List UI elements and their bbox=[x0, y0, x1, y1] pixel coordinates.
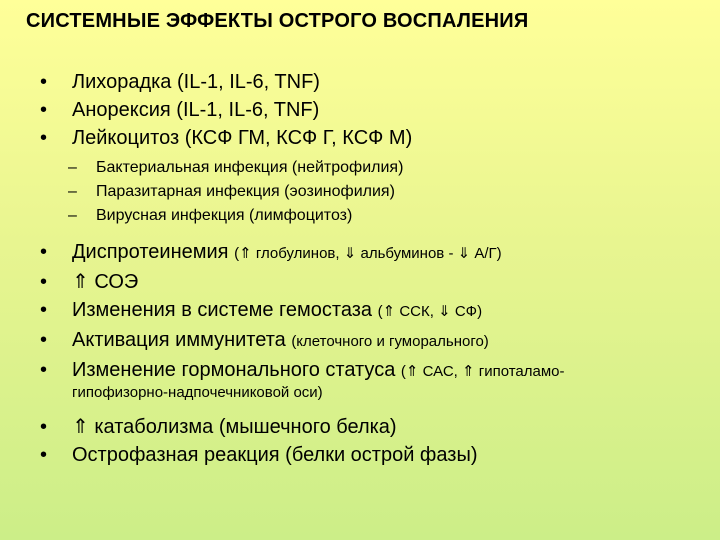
note-text: гипоталамо- bbox=[478, 363, 565, 380]
dash-icon: – bbox=[68, 159, 77, 176]
list-item-acute-phase bbox=[40, 441, 710, 469]
list-item-immunity bbox=[40, 326, 710, 356]
down-arrow-icon: ⇓ bbox=[457, 245, 471, 262]
bullet-icon: • bbox=[40, 416, 48, 438]
list-item-catabolism bbox=[40, 413, 710, 441]
up-arrow-icon: ⇑ bbox=[239, 245, 252, 262]
list-item-esr bbox=[40, 268, 710, 296]
list-item-fever bbox=[40, 68, 710, 96]
up-arrow-icon: ⇑ bbox=[405, 363, 419, 380]
list-item-leukocytosis bbox=[40, 124, 710, 152]
item-text: Диспротеинемия bbox=[72, 241, 229, 263]
item-note bbox=[378, 303, 482, 320]
page-title: СИСТЕМНЫЕ ЭФФЕКТЫ ОСТРОГО ВОСПАЛЕНИЯ bbox=[26, 10, 529, 32]
sub-text: Паразитарная инфекция (эозинофилия) bbox=[96, 183, 395, 200]
note-text: альбуминов - bbox=[360, 245, 454, 262]
down-arrow-icon: ⇓ bbox=[438, 303, 451, 320]
item-text: Изменения в системе гемостаза bbox=[72, 299, 373, 321]
effects-list bbox=[40, 68, 710, 469]
list-item-dysproteinemia bbox=[40, 238, 710, 268]
item-text: катаболизма (мышечного белка) bbox=[94, 416, 397, 438]
item-text: СОЭ bbox=[94, 271, 139, 293]
item-note bbox=[234, 245, 502, 262]
down-arrow-icon: ⇓ bbox=[343, 245, 357, 262]
sublist-item bbox=[40, 204, 710, 228]
up-arrow-icon: ⇑ bbox=[382, 303, 396, 320]
bullet-icon: • bbox=[40, 99, 48, 121]
note-text: САС, bbox=[422, 363, 458, 380]
item-text: Анорексия (IL-1, IL-6, TNF) bbox=[72, 99, 320, 121]
bullet-icon: • bbox=[40, 127, 48, 149]
up-arrow-icon: ⇑ bbox=[72, 271, 89, 293]
up-arrow-icon: ⇑ bbox=[462, 363, 475, 380]
note-text: глобулинов, bbox=[255, 245, 340, 262]
item-text: Лихорадка (IL-1, IL-6, TNF) bbox=[72, 71, 320, 93]
list-item-hemostasis bbox=[40, 296, 710, 326]
item-text: Лейкоцитоз (КСФ ГМ, КСФ Г, КСФ М) bbox=[72, 127, 413, 149]
bullet-icon: • bbox=[40, 299, 48, 321]
bullet-icon: • bbox=[40, 271, 48, 293]
paren: ( bbox=[377, 303, 383, 320]
note-text: ССК, bbox=[399, 303, 434, 320]
bullet-icon: • bbox=[40, 241, 48, 263]
dash-icon: – bbox=[68, 207, 77, 224]
paren: ( bbox=[400, 363, 406, 380]
item-text: Острофазная реакция (белки острой фазы) bbox=[72, 444, 478, 466]
item-continuation: гипофизорно-надпочечниковой оси) bbox=[72, 384, 323, 401]
note-text: А/Г) bbox=[474, 245, 502, 262]
dash-icon: – bbox=[68, 183, 77, 200]
item-note bbox=[401, 363, 565, 380]
sub-text: Вирусная инфекция (лимфоцитоз) bbox=[96, 207, 353, 224]
sublist-item bbox=[40, 156, 710, 180]
bullet-icon: • bbox=[40, 359, 48, 381]
list-item-anorexia bbox=[40, 96, 710, 124]
item-text: Активация иммунитета bbox=[72, 329, 286, 351]
item-text: Изменение гормонального статуса bbox=[72, 359, 396, 381]
sublist-item bbox=[40, 180, 710, 204]
bullet-icon: • bbox=[40, 71, 48, 93]
item-note: (клеточного и гуморального) bbox=[291, 333, 489, 350]
leukocytosis-sublist bbox=[40, 156, 710, 228]
bullet-icon: • bbox=[40, 329, 48, 351]
paren: ( bbox=[234, 245, 240, 262]
up-arrow-icon: ⇑ bbox=[72, 416, 89, 438]
sub-text: Бактериальная инфекция (нейтрофилия) bbox=[96, 159, 404, 176]
note-text: СФ) bbox=[454, 303, 483, 320]
bullet-icon: • bbox=[40, 444, 48, 466]
list-item-hormonal bbox=[40, 356, 710, 386]
